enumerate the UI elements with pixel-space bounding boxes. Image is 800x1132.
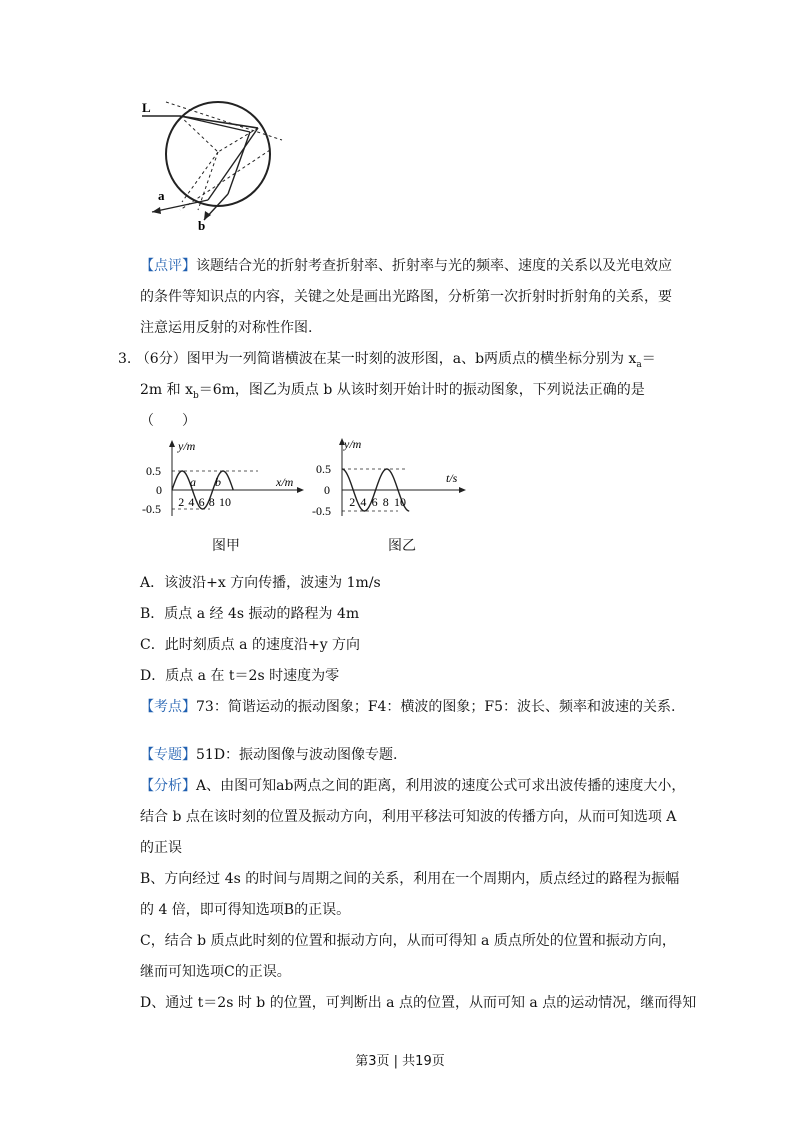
question-line-2: 2m 和 $x_b=6m$，图乙为质点 b 从该时刻开始计时的振动图象，下列说法正确的是	[140, 382, 645, 401]
question-number: 3.	[118, 351, 132, 367]
yi-ytick-0.5: 0.5	[316, 462, 331, 476]
zhuanti-tag: 【专题】	[140, 747, 196, 763]
fenxi-line-2: 结合 b 点在该时刻的位置及振动方向，利用平移法可知波的传播方向，从而可知选项 A	[140, 809, 677, 825]
jia-point-b: b	[215, 475, 221, 489]
page-footer: 第3页 | 共19页	[355, 1054, 445, 1069]
option-b: B．质点 a 经 4s 振动的路程为 4m	[140, 606, 360, 622]
caption-jia: 图甲	[212, 538, 240, 554]
jia-xtick-4: 4	[188, 495, 195, 509]
fenxi-line-3: 的正误	[140, 840, 182, 856]
fenxi-tag: 【分析】	[140, 778, 196, 794]
option-a: A．该波沿+x 方向传播，波速为 1m/s	[140, 575, 381, 591]
yi-xtick-6: 6	[371, 495, 378, 509]
yi-xtick-10: 10	[394, 495, 406, 509]
zhuanti: 【专题】51D：振动图像与波动图像专题.	[140, 747, 398, 763]
yi-xtick-2: 2	[349, 495, 356, 509]
yi-xtick-4: 4	[360, 495, 367, 509]
comment-tag: 【点评】	[140, 258, 196, 274]
kaodian: 【考点】73：简谐运动的振动图象；F4：横波的图象；F5：波长、频率和波速的关系.	[140, 699, 676, 715]
yi-ytick-0: 0	[324, 483, 330, 497]
yi-ylabel: y/m	[344, 437, 362, 451]
kaodian-tag: 【考点】	[140, 699, 196, 715]
label-a: a	[158, 188, 165, 203]
yi-xlabel: t/s	[446, 471, 458, 485]
caption-yi: 图乙	[388, 538, 416, 554]
option-c: C．此时刻质点 a 的速度沿+y 方向	[140, 637, 361, 653]
jia-xtick-6: 6	[198, 495, 205, 509]
jia-ytick--0.5: -0.5	[142, 502, 161, 516]
fenxi-line-1: 【分析】A、由图可知ab两点之间的距离，利用波的速度公式可求出波传播的速度大小，	[140, 778, 686, 794]
comment-line-3: 注意运用反射的对称性作图.	[140, 320, 313, 336]
comment-line-1: 【点评】该题结合光的折射考查折射率、折射率与光的频率、速度的关系以及光电效应	[140, 258, 672, 274]
option-d: D．质点 a 在 t＝2s 时速度为零	[140, 668, 340, 684]
jia-point-a: a	[190, 475, 196, 489]
optics-diagram	[140, 92, 290, 232]
jia-ytick-0.5: 0.5	[146, 464, 161, 478]
comment-line-2: 的条件等知识点的内容，关键之处是画出光路图，分析第一次折射时折射角的关系，要	[140, 289, 672, 305]
jia-ylabel: y/m	[178, 439, 196, 453]
jia-xlabel: x/m	[276, 475, 294, 489]
jia-xtick-8: 8	[208, 495, 215, 509]
fenxi-line-8: D、通过 t＝2s 时 b 的位置，可判断出 a 点的位置，从而可知 a 点的运动情况，继而得知	[140, 995, 697, 1011]
question-line-3: （ ）	[140, 413, 196, 429]
label-b: b	[198, 218, 206, 232]
label-L: L	[142, 100, 151, 115]
jia-xtick-2: 2	[178, 495, 185, 509]
yi-xtick-8: 8	[382, 495, 389, 509]
jia-ytick-0: 0	[156, 483, 162, 497]
yi-ytick--0.5: -0.5	[312, 504, 331, 518]
jia-xtick-10: 10	[219, 495, 231, 509]
wave-graph-jia	[140, 438, 310, 528]
vibration-graph-yi	[310, 434, 480, 528]
fenxi-line-6: C，结合 b 质点此时刻的位置和振动方向，从而可得知 a 质点所处的位置和振动方向，	[140, 933, 676, 949]
fenxi-line-7: 继而可知选项C的正误。	[140, 964, 291, 980]
question-line-1: 3. （6分）图甲为一列简谐横波在某一时刻的波形图，a、b两质点的横坐标分别为 $x_a=$	[118, 351, 656, 370]
fenxi-line-4: B、方向经过 4s 的时间与周期之间的关系，利用在一个周期内，质点经过的路程为振幅	[140, 871, 680, 887]
fenxi-line-5: 的 4 倍，即可得知选项B的正误。	[140, 902, 351, 918]
